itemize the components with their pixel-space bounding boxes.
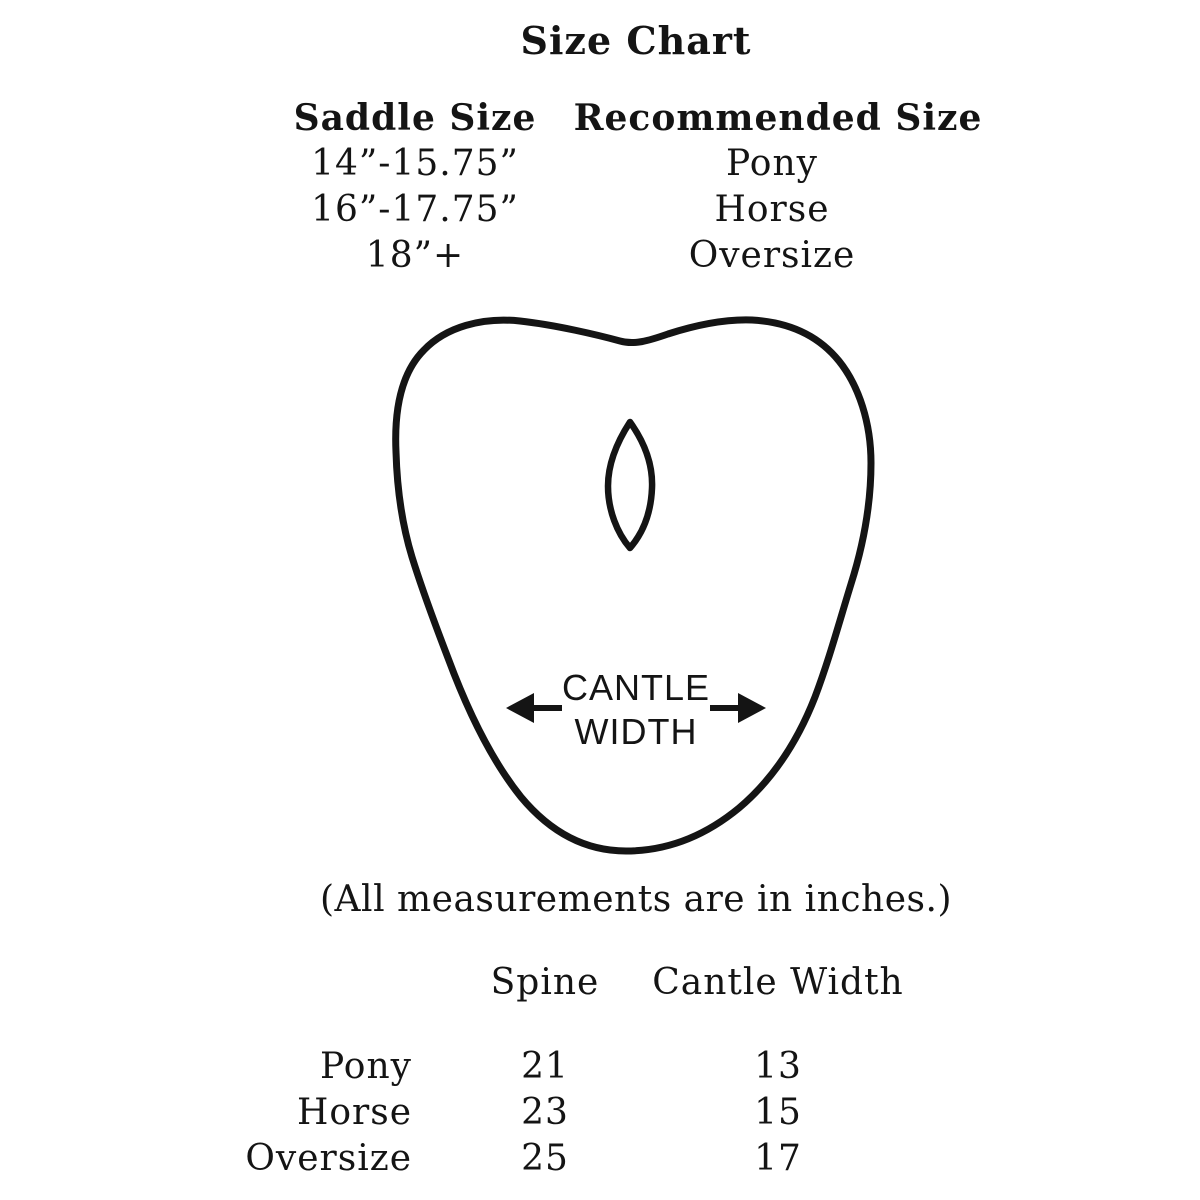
gullet-hole bbox=[608, 422, 652, 548]
recommended-size-header: Recommended Size bbox=[573, 97, 983, 139]
measure-row-label: Pony bbox=[320, 1046, 412, 1087]
saddle-size-header: Saddle Size bbox=[293, 97, 537, 139]
cantle-width-value: 13 bbox=[754, 1046, 802, 1087]
spine-header: Spine bbox=[490, 962, 600, 1003]
spine-value: 21 bbox=[521, 1046, 569, 1087]
cantle-width-header: Cantle Width bbox=[652, 962, 904, 1003]
measure-row-label: Horse bbox=[296, 1092, 412, 1133]
recommended-size-value: Oversize bbox=[688, 235, 856, 276]
cantle-width-label-line1: CANTLE bbox=[561, 667, 711, 708]
cantle-width-label-line2: WIDTH bbox=[574, 711, 698, 752]
left-arrow bbox=[506, 693, 562, 723]
measure-row-label: Oversize bbox=[245, 1138, 412, 1179]
right-arrow bbox=[710, 693, 766, 723]
saddle-size-value: 18”+ bbox=[365, 235, 465, 276]
spine-value: 25 bbox=[521, 1138, 569, 1179]
saddle-size-value: 16”-17.75” bbox=[311, 189, 519, 230]
cantle-width-value: 17 bbox=[754, 1138, 802, 1179]
recommended-size-value: Horse bbox=[714, 189, 830, 230]
cantle-width-value: 15 bbox=[754, 1092, 802, 1133]
pad-outline bbox=[396, 320, 871, 851]
spine-value: 23 bbox=[521, 1092, 569, 1133]
page-title: Size Chart bbox=[520, 18, 752, 63]
recommended-size-value: Pony bbox=[726, 143, 818, 184]
saddle-size-value: 14”-15.75” bbox=[311, 143, 519, 184]
measurements-note: (All measurements are in inches.) bbox=[320, 879, 952, 920]
